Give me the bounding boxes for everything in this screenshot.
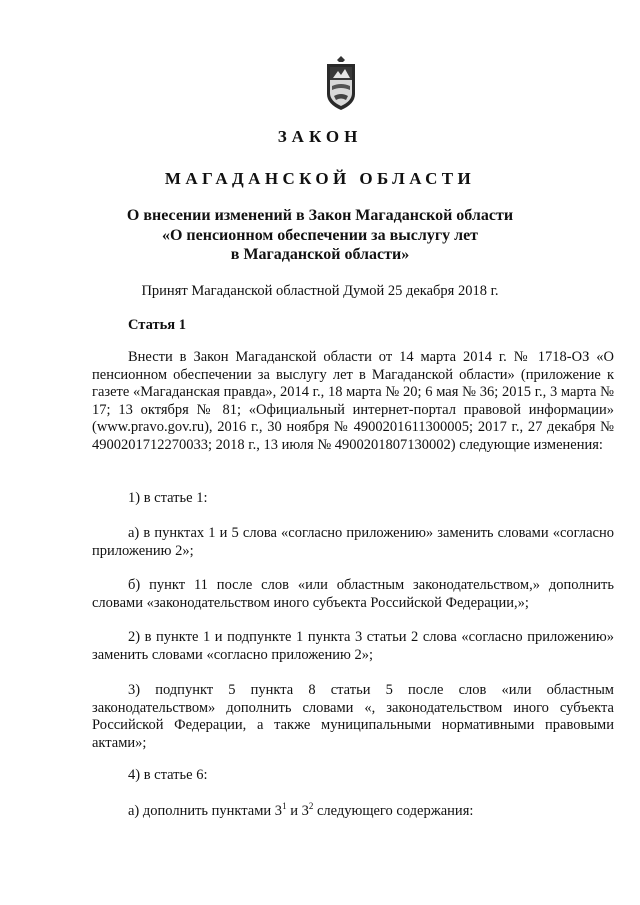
- coat-of-arms-icon: [326, 56, 356, 110]
- item-4a: [128, 803, 473, 820]
- item-4: 4) в статье 6:: [128, 767, 208, 783]
- item-4a-conjunction: и 3: [286, 803, 309, 819]
- adoption-note: Принят Магаданской областной Думой 25 декабря 2018 г.: [141, 283, 499, 299]
- superscript: 1: [282, 801, 287, 812]
- item-3-text: 3) подпункт 5 пункта 8 статьи 5 после слов «или областным законодательством» дополнить словами «, законодательством иного субъекта Российской Федерации, а также муниципальными нормативными правовыми актами»;: [92, 682, 614, 751]
- item-1b-text: б) пункт 11 после слов «или областным законодательством,» дополнить словами «законодательством иного субъекта Российской Федерации,»;: [92, 577, 614, 611]
- intro-text: Внести в Закон Магаданской области от 14 марта 2014 г. № 1718-ОЗ «О пенсионном обеспечении за выслугу лет в Магаданской области» (приложение к газете «Магаданская правда», 2014 г., 18 марта № 20; 6 мая № 36; 2015 г., 3 марта № 17; 13 октября № 81; «Официальный интернет-портал правовой информации» (www.pravo.gov.ru), 2016 г., 30 ноября № 4900201611300005; 2017 г., 27 декабря № 4900201712270033; 2018 г., 13 июля № 4900201807130002) следующие изменения:: [92, 349, 614, 453]
- article-heading: Статья 1: [128, 317, 186, 333]
- item-4a-ending: следующего содержания:: [313, 803, 474, 819]
- law-title-line: О внесении изменений в Закон Магаданской области: [126, 207, 514, 224]
- superscript: 2: [308, 801, 314, 812]
- document-type: ЗАКОН: [277, 127, 363, 146]
- item-3: [92, 682, 614, 752]
- item-2: [92, 629, 614, 664]
- item-1a: [92, 525, 614, 560]
- intro-paragraph: [92, 349, 614, 455]
- law-title: [0, 206, 640, 265]
- item-1b: [92, 577, 614, 612]
- law-title-line: «О пенсионном обеспечении за выслугу лет: [161, 226, 479, 244]
- law-title-line: в Магаданской области»: [230, 246, 410, 263]
- item-1a-text: а) в пунктах 1 и 5 слова «согласно приложению» заменить словами «согласно приложению 2»;: [92, 525, 614, 559]
- item-1: 1) в статье 1:: [128, 490, 208, 506]
- issuing-region: МАГАДАНСКОЙ ОБЛАСТИ: [164, 169, 476, 188]
- item-2-text: 2) в пункте 1 и подпункте 1 пункта 3 статьи 2 слова «согласно приложению» заменить словами «согласно приложению 2»;: [92, 629, 614, 663]
- item-4a-text: а) дополнить пунктами 3: [128, 803, 283, 819]
